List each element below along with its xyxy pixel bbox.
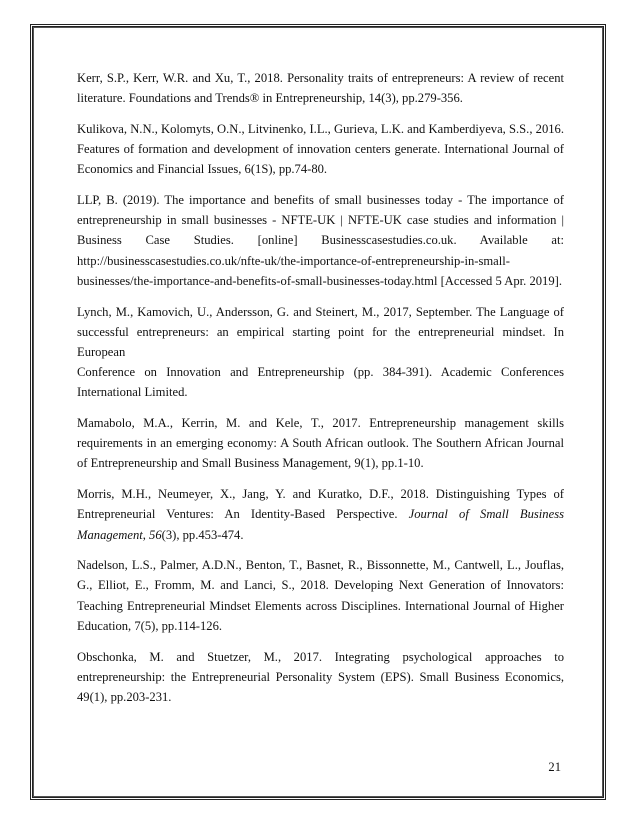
reference-line	[77, 525, 564, 545]
reference-line: 49(1), pp.203-231.	[77, 689, 172, 704]
reference-line: Economics and Financial Issues, 6(1S), pp.74-80.	[77, 162, 328, 177]
reference-line: Education, 7(5), pp.114-126.	[77, 618, 223, 633]
reference-line: successful entrepreneurs: an empirical starting point for the entrepreneurial mindset. In European	[77, 324, 564, 359]
reference-line: International Limited.	[77, 385, 188, 400]
reference-line: Teaching Entrepreneurial Mindset Elements across Disciplines. International Journal of Higher	[77, 598, 564, 613]
reference-line: entrepreneurship in small businesses - NFTE-UK | NFTE-UK case studies and information |	[77, 213, 564, 228]
reference-morris	[77, 484, 564, 545]
reference-list	[77, 68, 564, 718]
journal-title: Management	[77, 527, 143, 542]
reference-line: Features of formation and development of innovation centers generate. International Journal of	[77, 142, 564, 157]
reference-line: Morris, M.H., Neumeyer, X., Jang, Y. and Kuratko, D.F., 2018. Distinguishing Types of	[77, 487, 564, 502]
reference-lynch	[77, 302, 564, 403]
reference-nadelson	[77, 555, 564, 636]
reference-line: literature. Foundations and Trends® in Entrepreneurship, 14(3), pp.279-356.	[77, 91, 463, 106]
reference-line: Nadelson, L.S., Palmer, A.D.N., Benton, T., Basnet, R., Bissonnette, M., Cantwell, L., Jouflas,	[77, 558, 564, 573]
reference-line: of Entrepreneurship and Small Business Management, 9(1), pp.1-10.	[77, 456, 424, 471]
journal-title: Journal of Small Business	[408, 507, 564, 522]
reference-line: Business Case Studies. [online] Businesscasestudies.co.uk. Available at:	[77, 233, 564, 248]
reference-line	[77, 504, 564, 524]
reference-llp	[77, 190, 564, 291]
reference-obschonka	[77, 647, 564, 708]
reference-line: entrepreneurship: the Entrepreneurial Personality System (EPS). Small Business Economics,	[77, 669, 564, 684]
reference-line: Lynch, M., Kamovich, U., Andersson, G. and Steinert, M., 2017, September. The Language of	[77, 304, 564, 319]
reference-line: Kulikova, N.N., Kolomyts, O.N., Litvinenko, I.L., Gurieva, L.K. and Kamberdiyeva, S.S., 2016.	[77, 121, 564, 136]
reference-url-line: http://businesscasestudies.co.uk/nfte-uk/the-importance-of-entrepreneurship-in-small-	[77, 253, 510, 268]
reference-url-line: businesses/the-importance-and-benefits-of-small-businesses-today.html [Accessed 5 Apr. 2019].	[77, 273, 562, 288]
reference-line: G., Elliot, E., Fromm, M. and Lanci, S., 2018. Developing Next Generation of Innovators:	[77, 578, 564, 593]
reference-line: Mamabolo, M.A., Kerrin, M. and Kele, T., 2017. Entrepreneurship management skills	[77, 416, 564, 431]
reference-line: Kerr, S.P., Kerr, W.R. and Xu, T., 2018. Personality traits of entrepreneurs: A review of recent	[77, 71, 564, 85]
reference-line: requirements in an emerging economy: A South African outlook. The Southern African Journal	[77, 436, 564, 451]
reference-kulikova	[77, 119, 564, 180]
reference-line: Obschonka, M. and Stuetzer, M., 2017. Integrating psychological approaches to	[77, 649, 564, 664]
reference-kerr	[77, 68, 564, 108]
reference-text: ,	[142, 527, 150, 542]
reference-line: LLP, B. (2019). The importance and benefits of small businesses today - The importance of	[77, 193, 564, 208]
reference-text: (3), pp.453-474.	[161, 527, 244, 542]
reference-line: Conference on Innovation and Entrepreneurship (pp. 384-391). Academic Conferences	[77, 365, 564, 380]
page-number: 21	[548, 760, 561, 774]
reference-mamabolo	[77, 413, 564, 474]
volume-number: 56	[149, 527, 162, 542]
reference-text: Entrepreneurial Ventures: An Identity-Based Perspective.	[77, 507, 409, 522]
